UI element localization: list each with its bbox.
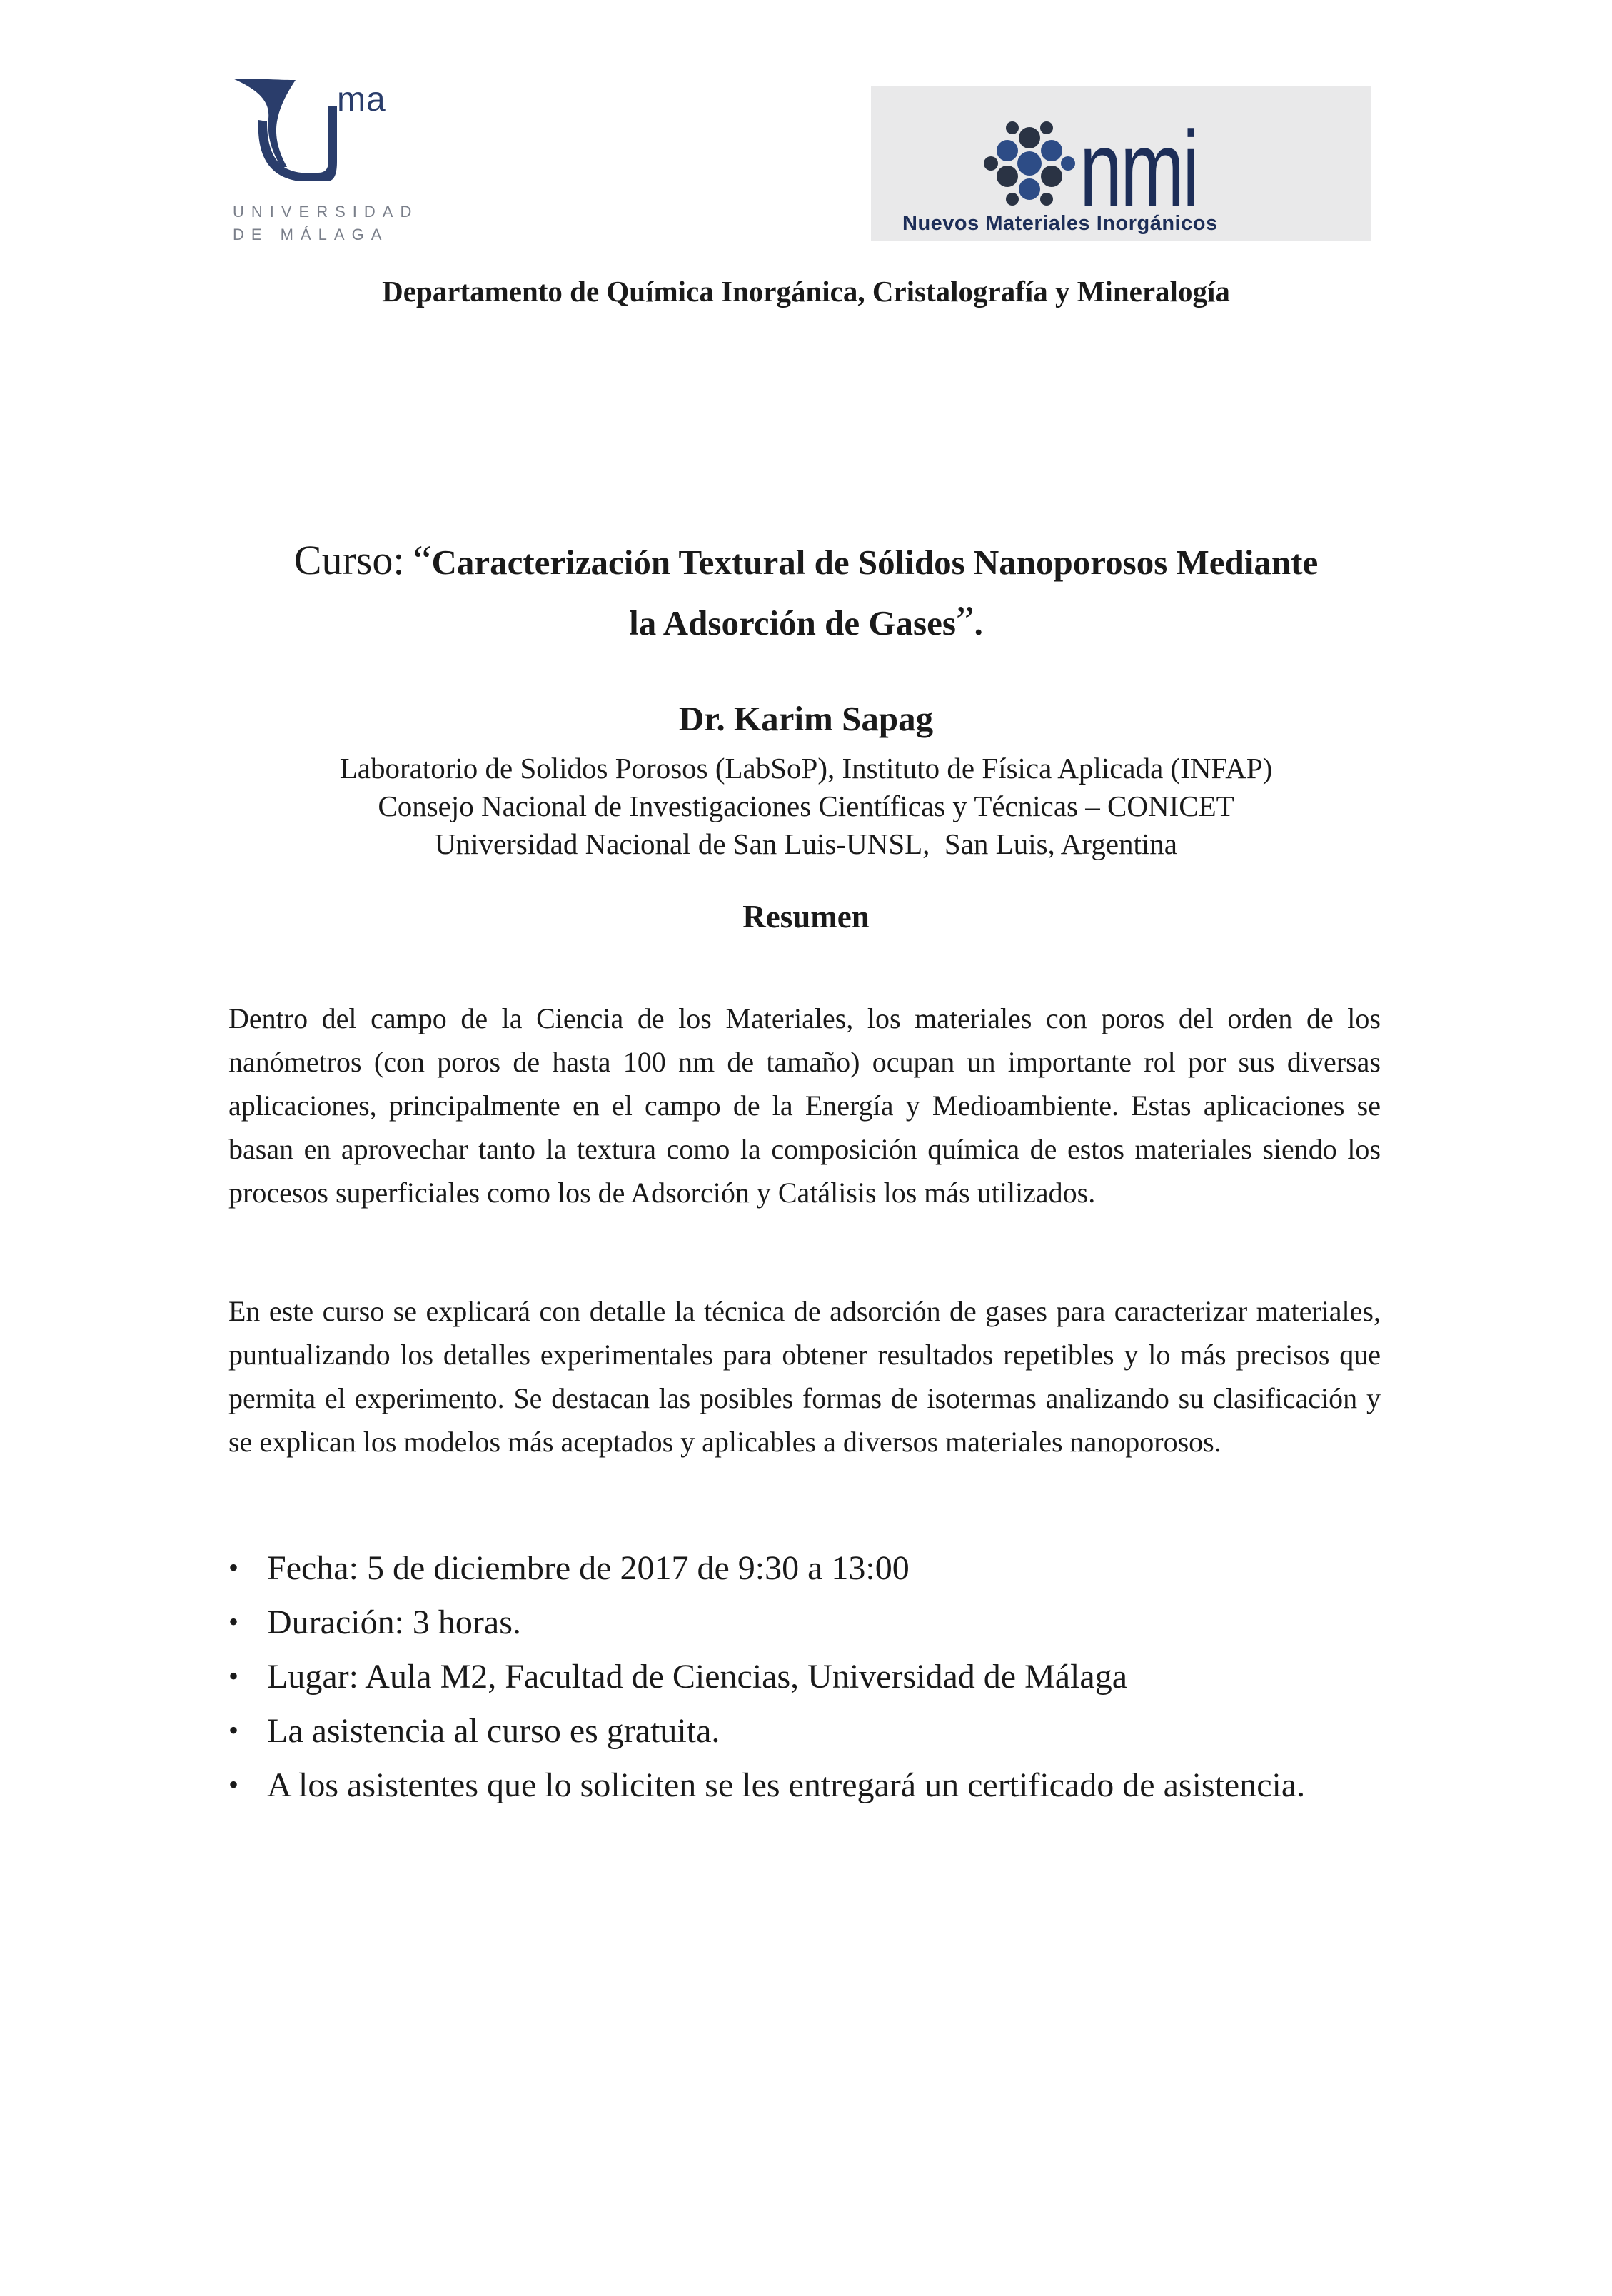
abstract-heading: Resumen [742,899,870,935]
bullet-icon: • [228,1551,239,1583]
title-period: . [974,603,983,643]
nmi-logo [871,86,1371,241]
course-title-line1: Caracterización Textural de Sólidos Nanoporosos Mediante [431,543,1319,582]
course-prefix: Curso: [293,537,405,583]
detail-text: La asistencia al curso es gratuita. [267,1712,720,1750]
open-quote: “ [413,537,432,583]
bullet-icon: • [228,1714,239,1746]
detail-text: A los asistentes que lo soliciten se les entregará un certificado de asistencia. [267,1766,1306,1804]
course-details-list [228,1541,1381,1812]
affiliation-line-3: Universidad Nacional de San Luis-UNSL, San Luis, Argentina [434,827,1177,860]
speaker-affiliation [0,750,1612,863]
close-quote: ” [955,598,974,644]
universidad-malaga-logo [230,77,419,248]
detail-text: Duración: 3 horas. [267,1603,521,1641]
detail-item-date [228,1541,1381,1595]
uma-mark-text: ma [337,81,386,119]
nmi-wordmark: nmi [1079,109,1198,228]
course-title [214,531,1398,653]
detail-item-duration [228,1595,1381,1649]
speaker-name: Dr. Karim Sapag [678,699,934,738]
nmi-subtitle: Nuevos Materiales Inorgánicos [902,212,1218,235]
abstract-paragraph-1: Dentro del campo de la Ciencia de los Materiales, los materiales con poros del orden de los nanómetros (con poros de hasta 100 nm de tamaño) ocupan un importante rol por sus diversas aplicaciones, principalmente en el campo de la Energía y Medioambiente. Estas aplicaciones se basan en aprovechar tanto la textura como la composición química de estos materiales siendo los procesos superficiales como los de Adsorción y Catálisis los más utilizados. [228,1002,1381,1209]
detail-item-certificate [228,1758,1381,1812]
affiliation-line-1: Laboratorio de Solidos Porosos (LabSoP), Instituto de Física Aplicada (INFAP) [339,752,1273,785]
affiliation-line-2: Consejo Nacional de Investigaciones Científicas y Técnicas – CONICET [378,790,1234,822]
bullet-icon: • [228,1606,239,1638]
bullet-icon: • [228,1660,239,1692]
uma-line-2: DE MÁLAGA [233,226,389,243]
abstract-paragraph-2: En este curso se explicará con detalle la técnica de adsorción de gases para caracterizar materiales, puntualizando los detalles experimentales para obtener resultados repetibles y lo más precisos que permita el experimento. Se destacan las posibles formas de isotermas analizando su clasificación y se explican los modelos más aceptados y aplicables a diversos materiales nanoporosos. [228,1295,1381,1458]
detail-text: Fecha: 5 de diciembre de 2017 de 9:30 a 13:00 [267,1549,910,1587]
course-title-line2: la Adsorción de Gases [629,603,956,643]
detail-text: Lugar: Aula M2, Facultad de Ciencias, Universidad de Málaga [267,1658,1127,1696]
detail-item-location [228,1649,1381,1703]
detail-item-free [228,1703,1381,1758]
bullet-icon: • [228,1768,239,1801]
uma-line-1: UNIVERSIDAD [233,203,419,221]
department-heading: Departamento de Química Inorgánica, Cristalografía y Mineralogía [382,275,1230,308]
